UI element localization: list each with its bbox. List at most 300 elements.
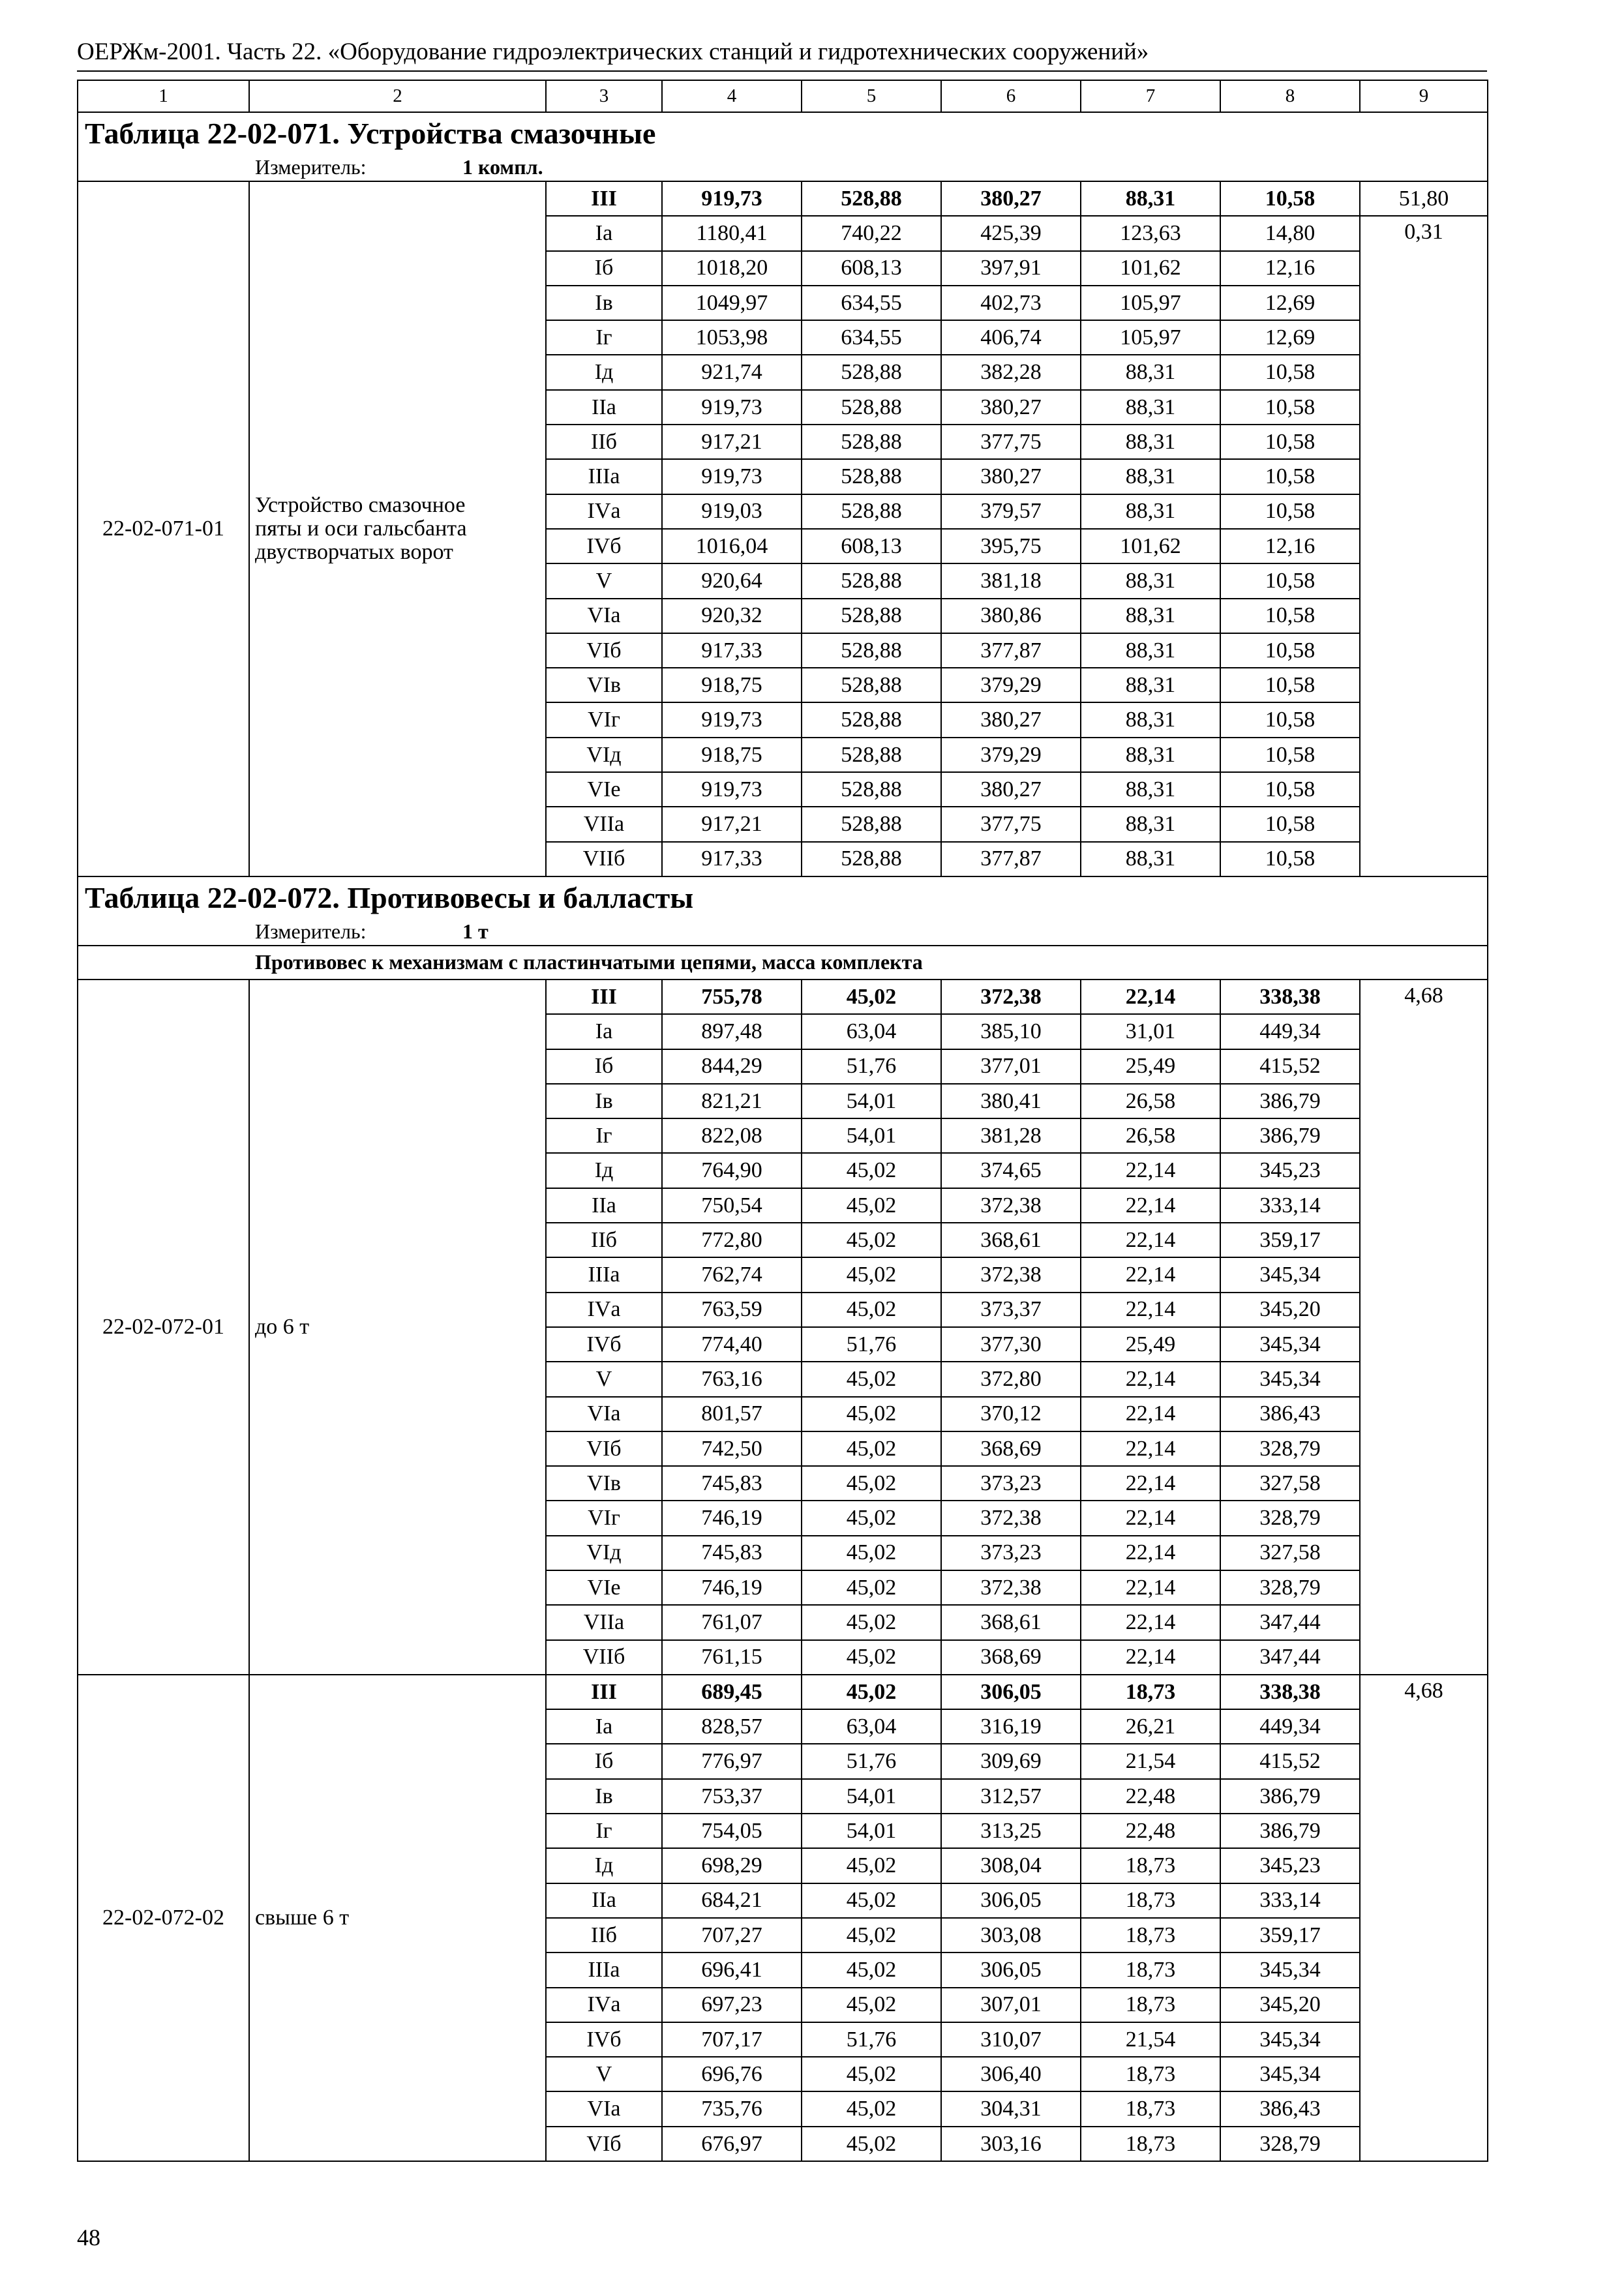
price-zone: Iд	[546, 355, 662, 389]
price-value: 12,69	[1220, 320, 1360, 355]
price-value: 380,41	[941, 1084, 1081, 1118]
price-value: 88,31	[1081, 459, 1220, 494]
price-value: 368,61	[941, 1605, 1081, 1639]
column-number: 7	[1081, 80, 1220, 112]
price-value: 919,73	[662, 772, 802, 807]
price-value: 327,58	[1220, 1536, 1360, 1570]
price-value: 22,14	[1081, 1570, 1220, 1605]
price-value: 380,27	[941, 702, 1081, 737]
price-value: 22,14	[1081, 1153, 1220, 1188]
price-value: 897,48	[662, 1014, 802, 1049]
price-zone: VIIа	[546, 807, 662, 841]
price-value: 918,75	[662, 738, 802, 772]
price-value: 45,02	[802, 2127, 941, 2161]
price-value: 347,44	[1220, 1605, 1360, 1639]
price-value: 88,31	[1081, 355, 1220, 389]
price-value: 742,50	[662, 1431, 802, 1466]
price-value: 26,58	[1081, 1084, 1220, 1118]
price-value: 698,29	[662, 1848, 802, 1883]
price-value: 372,38	[941, 1188, 1081, 1223]
price-zone: III	[546, 181, 662, 216]
price-value: 676,97	[662, 2127, 802, 2161]
price-zone: III	[546, 1675, 662, 1709]
column-number: 6	[941, 80, 1081, 112]
price-zone: V	[546, 1362, 662, 1396]
price-value: 359,17	[1220, 1918, 1360, 1952]
price-value: 1016,04	[662, 529, 802, 563]
price-value: 528,88	[802, 807, 941, 841]
price-value: 25,49	[1081, 1049, 1220, 1084]
price-value: 328,79	[1220, 1431, 1360, 1466]
price-value: 634,55	[802, 286, 941, 320]
price-value: 772,80	[662, 1223, 802, 1257]
price-value: 328,79	[1220, 2127, 1360, 2161]
item-description	[249, 980, 546, 1675]
price-value: 370,12	[941, 1397, 1081, 1431]
price-value: 386,43	[1220, 1397, 1360, 1431]
price-value: 386,79	[1220, 1084, 1360, 1118]
price-value: 45,02	[802, 1536, 941, 1570]
price-value: 528,88	[802, 494, 941, 529]
price-value: 313,25	[941, 1814, 1081, 1848]
price-value: 10,58	[1220, 563, 1360, 598]
price-value: 377,75	[941, 425, 1081, 459]
price-value: 25,49	[1081, 1327, 1220, 1362]
description-line: двустворчатых ворот	[255, 539, 453, 564]
price-value: 10,58	[1220, 181, 1360, 216]
price-zone: VIв	[546, 1466, 662, 1501]
price-value: 21,54	[1081, 2022, 1220, 2057]
price-zone: VIб	[546, 2127, 662, 2161]
price-value: 45,02	[802, 1257, 941, 1292]
price-value: 918,75	[662, 668, 802, 702]
price-value: 345,34	[1220, 2057, 1360, 2091]
price-zone: IIIа	[546, 1952, 662, 1987]
price-value: 921,74	[662, 355, 802, 389]
price-value: 1180,41	[662, 216, 802, 250]
price-value: 338,38	[1220, 1675, 1360, 1709]
price-value: 415,52	[1220, 1744, 1360, 1778]
price-value: 45,02	[802, 1501, 941, 1535]
price-value: 10,58	[1220, 390, 1360, 425]
price-value: 10,58	[1220, 668, 1360, 702]
price-value: 88,31	[1081, 425, 1220, 459]
price-value: 45,02	[802, 1952, 941, 1987]
item-code: 22-02-071-01	[78, 181, 249, 876]
price-value: 45,02	[802, 1675, 941, 1709]
price-value: 919,73	[662, 390, 802, 425]
column-number: 4	[662, 80, 802, 112]
price-value: 304,31	[941, 2091, 1081, 2126]
price-value: 707,17	[662, 2022, 802, 2057]
description-line: Устройство смазочное	[255, 493, 466, 518]
price-value: 707,27	[662, 1918, 802, 1952]
description-line: свыше 6 т	[255, 1906, 350, 1930]
price-value: 745,83	[662, 1466, 802, 1501]
price-zone: IVа	[546, 1293, 662, 1327]
price-value: 1053,98	[662, 320, 802, 355]
price-value: 18,73	[1081, 2057, 1220, 2091]
price-zone: IVб	[546, 529, 662, 563]
description-line: до 6 т	[255, 1315, 310, 1339]
price-value: 88,31	[1081, 599, 1220, 633]
price-value: 63,04	[802, 1014, 941, 1049]
price-zone: VIIа	[546, 1605, 662, 1639]
item-description	[249, 1675, 546, 2161]
price-value: 22,14	[1081, 1397, 1220, 1431]
price-value: 312,57	[941, 1779, 1081, 1814]
price-value: 22,14	[1081, 1257, 1220, 1292]
price-value: 338,38	[1220, 980, 1360, 1014]
price-value: 697,23	[662, 1988, 802, 2022]
price-zone: Iд	[546, 1153, 662, 1188]
table-row	[78, 1675, 1488, 1709]
price-value: 415,52	[1220, 1049, 1360, 1084]
price-value: 696,76	[662, 2057, 802, 2091]
price-value: 88,31	[1081, 494, 1220, 529]
price-value: 821,21	[662, 1084, 802, 1118]
price-value: 45,02	[802, 1640, 941, 1675]
price-value: 528,88	[802, 181, 941, 216]
price-zone: Iг	[546, 1814, 662, 1848]
price-value: 123,63	[1081, 216, 1220, 250]
price-value: 528,88	[802, 633, 941, 668]
price-value: 528,88	[802, 425, 941, 459]
price-value: 22,48	[1081, 1814, 1220, 1848]
price-value: 309,69	[941, 1744, 1081, 1778]
price-value: 372,80	[941, 1362, 1081, 1396]
price-value: 385,10	[941, 1014, 1081, 1049]
price-value: 761,07	[662, 1605, 802, 1639]
price-value: 45,02	[802, 1466, 941, 1501]
price-value: 397,91	[941, 251, 1081, 286]
price-value: 18,73	[1081, 1848, 1220, 1883]
price-value: 22,14	[1081, 1293, 1220, 1327]
price-value: 45,02	[802, 1293, 941, 1327]
price-zone: VIг	[546, 1501, 662, 1535]
unit-cell	[78, 919, 1488, 946]
price-value: 753,37	[662, 1779, 802, 1814]
price-zone: Iг	[546, 1118, 662, 1153]
price-value: 917,33	[662, 633, 802, 668]
price-zone: IIа	[546, 1188, 662, 1223]
price-value: 608,13	[802, 251, 941, 286]
price-value: 528,88	[802, 563, 941, 598]
price-value: 377,30	[941, 1327, 1081, 1362]
price-zone: IIб	[546, 1918, 662, 1952]
table-title-row	[78, 876, 1488, 919]
price-value: 379,29	[941, 668, 1081, 702]
price-value: 528,88	[802, 355, 941, 389]
price-value: 746,19	[662, 1570, 802, 1605]
price-value: 528,88	[802, 702, 941, 737]
price-value: 774,40	[662, 1327, 802, 1362]
price-value: 88,31	[1081, 772, 1220, 807]
price-value: 828,57	[662, 1709, 802, 1744]
price-value: 634,55	[802, 320, 941, 355]
price-value: 528,88	[802, 599, 941, 633]
price-zone: IIб	[546, 425, 662, 459]
price-value: 10,58	[1220, 702, 1360, 737]
price-value: 379,57	[941, 494, 1081, 529]
price-value: 45,02	[802, 1918, 941, 1952]
price-value: 528,88	[802, 842, 941, 876]
price-value: 380,27	[941, 390, 1081, 425]
price-value: 755,78	[662, 980, 802, 1014]
price-value: 1018,20	[662, 251, 802, 286]
price-value: 21,54	[1081, 1744, 1220, 1778]
price-value: 63,04	[802, 1709, 941, 1744]
price-value: 359,17	[1220, 1223, 1360, 1257]
table-title: Таблица 22-02-071. Устройства смазочные	[78, 112, 1488, 155]
price-value: 18,73	[1081, 1952, 1220, 1987]
price-value: 372,38	[941, 1501, 1081, 1535]
column-number-row	[78, 80, 1488, 112]
price-value: 345,20	[1220, 1988, 1360, 2022]
price-value: 88,31	[1081, 668, 1220, 702]
price-value: 919,03	[662, 494, 802, 529]
price-value: 10,58	[1220, 355, 1360, 389]
price-zone: IIа	[546, 1883, 662, 1918]
price-zone: VIе	[546, 1570, 662, 1605]
column9-value: 0,31	[1360, 216, 1488, 876]
price-value: 45,02	[802, 1153, 941, 1188]
column9-value: 4,68	[1360, 980, 1488, 1675]
price-value: 101,62	[1081, 529, 1220, 563]
price-value: 310,07	[941, 2022, 1081, 2057]
price-value: 88,31	[1081, 181, 1220, 216]
column9-value: 51,80	[1360, 181, 1488, 216]
price-value: 306,40	[941, 2057, 1081, 2091]
price-value: 801,57	[662, 1397, 802, 1431]
price-value: 22,14	[1081, 1466, 1220, 1501]
price-zone: Iб	[546, 1744, 662, 1778]
price-zone: IVа	[546, 1988, 662, 2022]
price-value: 18,73	[1081, 2091, 1220, 2126]
description-line: пяты и оси гальсбанта	[255, 516, 467, 541]
price-value: 45,02	[802, 1223, 941, 1257]
price-value: 345,34	[1220, 1257, 1360, 1292]
price-zone: IVб	[546, 2022, 662, 2057]
table-row	[78, 181, 1488, 216]
price-value: 696,41	[662, 1952, 802, 1987]
price-value: 10,58	[1220, 807, 1360, 841]
column-number: 9	[1360, 80, 1488, 112]
price-value: 373,37	[941, 1293, 1081, 1327]
price-value: 528,88	[802, 772, 941, 807]
price-zone: VIг	[546, 702, 662, 737]
price-value: 54,01	[802, 1084, 941, 1118]
price-zone: Iв	[546, 286, 662, 320]
price-value: 45,02	[802, 2091, 941, 2126]
price-value: 10,58	[1220, 599, 1360, 633]
group-row	[78, 946, 1488, 980]
price-value: 372,38	[941, 1570, 1081, 1605]
price-value: 306,05	[941, 1952, 1081, 1987]
price-value: 347,44	[1220, 1640, 1360, 1675]
price-value: 54,01	[802, 1779, 941, 1814]
unit-value: 1 компл.	[462, 155, 543, 179]
group-label: Противовес к механизмам с пластинчатыми цепями, масса комплекта	[78, 946, 1488, 980]
price-value: 380,86	[941, 599, 1081, 633]
table-title: Таблица 22-02-072. Противовесы и балласты	[78, 876, 1488, 919]
price-value: 425,39	[941, 216, 1081, 250]
price-value: 386,79	[1220, 1814, 1360, 1848]
price-value: 18,73	[1081, 1988, 1220, 2022]
unit-cell	[78, 155, 1488, 181]
price-zone: Iа	[546, 216, 662, 250]
price-value: 368,69	[941, 1640, 1081, 1675]
unit-label: Измеритель:	[255, 920, 367, 944]
price-value: 10,58	[1220, 738, 1360, 772]
price-zone: VIа	[546, 2091, 662, 2126]
price-value: 18,73	[1081, 1918, 1220, 1952]
price-value: 735,76	[662, 2091, 802, 2126]
price-value: 45,02	[802, 980, 941, 1014]
price-table	[77, 80, 1488, 2162]
price-value: 22,14	[1081, 1362, 1220, 1396]
price-value: 88,31	[1081, 633, 1220, 668]
price-value: 684,21	[662, 1883, 802, 1918]
price-zone: III	[546, 980, 662, 1014]
price-zone: Iб	[546, 1049, 662, 1084]
price-value: 12,16	[1220, 251, 1360, 286]
unit-label: Измеритель:	[255, 155, 367, 179]
price-zone: VIв	[546, 668, 662, 702]
price-value: 45,02	[802, 1848, 941, 1883]
price-value: 45,02	[802, 1188, 941, 1223]
price-value: 308,04	[941, 1848, 1081, 1883]
price-value: 22,14	[1081, 980, 1220, 1014]
item-description	[249, 181, 546, 876]
price-value: 10,58	[1220, 842, 1360, 876]
item-code: 22-02-072-02	[78, 1675, 249, 2161]
price-zone: V	[546, 2057, 662, 2091]
price-zone: Iв	[546, 1779, 662, 1814]
price-value: 373,23	[941, 1536, 1081, 1570]
price-value: 919,73	[662, 702, 802, 737]
price-value: 88,31	[1081, 702, 1220, 737]
price-value: 762,74	[662, 1257, 802, 1292]
price-value: 316,19	[941, 1709, 1081, 1744]
price-value: 88,31	[1081, 390, 1220, 425]
price-value: 105,97	[1081, 320, 1220, 355]
price-value: 381,28	[941, 1118, 1081, 1153]
price-value: 380,27	[941, 459, 1081, 494]
price-value: 10,58	[1220, 425, 1360, 459]
price-value: 745,83	[662, 1536, 802, 1570]
price-value: 22,14	[1081, 1188, 1220, 1223]
table-title-row	[78, 112, 1488, 155]
price-value: 377,75	[941, 807, 1081, 841]
price-zone: VIб	[546, 633, 662, 668]
price-value: 746,19	[662, 1501, 802, 1535]
price-value: 449,34	[1220, 1014, 1360, 1049]
page-number: 48	[77, 2224, 100, 2251]
price-value: 45,02	[802, 1431, 941, 1466]
price-value: 528,88	[802, 668, 941, 702]
unit-row	[78, 919, 1488, 946]
price-value: 763,16	[662, 1362, 802, 1396]
price-value: 374,65	[941, 1153, 1081, 1188]
price-value: 382,28	[941, 355, 1081, 389]
price-zone: VIд	[546, 1536, 662, 1570]
price-value: 51,76	[802, 1049, 941, 1084]
price-zone: VIIб	[546, 842, 662, 876]
price-value: 18,73	[1081, 1675, 1220, 1709]
unit-value: 1 т	[462, 920, 489, 944]
price-value: 608,13	[802, 529, 941, 563]
price-zone: Iд	[546, 1848, 662, 1883]
price-value: 88,31	[1081, 807, 1220, 841]
price-value: 101,62	[1081, 251, 1220, 286]
price-value: 328,79	[1220, 1570, 1360, 1605]
price-value: 45,02	[802, 1988, 941, 2022]
price-value: 18,73	[1081, 2127, 1220, 2161]
price-value: 12,16	[1220, 529, 1360, 563]
price-value: 12,69	[1220, 286, 1360, 320]
price-value: 754,05	[662, 1814, 802, 1848]
price-value: 45,02	[802, 1883, 941, 1918]
price-value: 372,38	[941, 1257, 1081, 1292]
column-number: 3	[546, 80, 662, 112]
price-value: 740,22	[802, 216, 941, 250]
price-zone: IIа	[546, 390, 662, 425]
price-value: 345,34	[1220, 1952, 1360, 1987]
price-zone: Iа	[546, 1709, 662, 1744]
price-value: 386,43	[1220, 2091, 1360, 2126]
price-zone: VIIб	[546, 1640, 662, 1675]
price-value: 22,14	[1081, 1640, 1220, 1675]
price-zone: VIб	[546, 1431, 662, 1466]
price-value: 10,58	[1220, 772, 1360, 807]
price-value: 917,21	[662, 425, 802, 459]
price-value: 26,58	[1081, 1118, 1220, 1153]
price-zone: VIа	[546, 599, 662, 633]
price-zone: Iг	[546, 320, 662, 355]
price-value: 380,27	[941, 772, 1081, 807]
price-value: 303,08	[941, 1918, 1081, 1952]
price-value: 919,73	[662, 181, 802, 216]
price-value: 10,58	[1220, 459, 1360, 494]
table-body	[78, 80, 1488, 2161]
price-value: 377,87	[941, 633, 1081, 668]
price-value: 22,14	[1081, 1501, 1220, 1535]
price-zone: Iб	[546, 251, 662, 286]
price-value: 333,14	[1220, 1883, 1360, 1918]
price-zone: VIа	[546, 1397, 662, 1431]
price-value: 386,79	[1220, 1118, 1360, 1153]
item-code: 22-02-072-01	[78, 980, 249, 1675]
price-value: 372,38	[941, 980, 1081, 1014]
price-value: 528,88	[802, 738, 941, 772]
price-value: 45,02	[802, 1397, 941, 1431]
price-value: 764,90	[662, 1153, 802, 1188]
price-value: 51,76	[802, 2022, 941, 2057]
page-header: ОЕРЖм-2001. Часть 22. «Оборудование гидроэлектрических станций и гидротехнических сооружений»	[77, 38, 1149, 65]
price-value: 381,18	[941, 563, 1081, 598]
price-value: 333,14	[1220, 1188, 1360, 1223]
price-value: 88,31	[1081, 738, 1220, 772]
price-zone: IIIа	[546, 1257, 662, 1292]
price-value: 51,76	[802, 1744, 941, 1778]
price-value: 22,14	[1081, 1223, 1220, 1257]
price-value: 14,80	[1220, 216, 1360, 250]
price-value: 377,01	[941, 1049, 1081, 1084]
price-value: 54,01	[802, 1814, 941, 1848]
column-number: 2	[249, 80, 546, 112]
price-value: 306,05	[941, 1675, 1081, 1709]
